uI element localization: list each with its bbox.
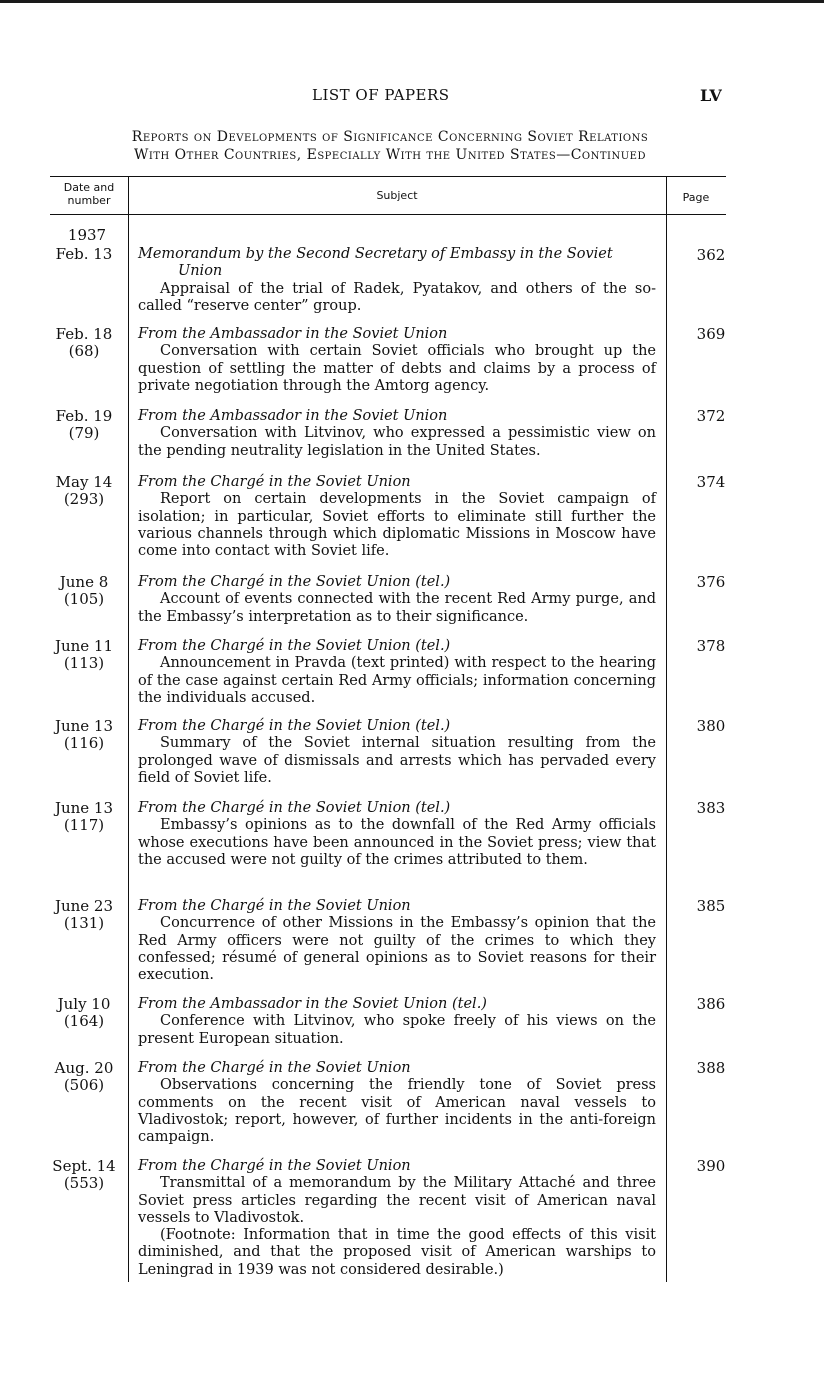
year-label: 1937: [67, 226, 107, 244]
entry-date-text: Aug. 20: [54, 1059, 114, 1077]
entry-subject: [138, 1158, 656, 1279]
entry-from: [138, 474, 656, 491]
entry-page: 372: [696, 407, 726, 425]
section-title-line-1: Reports on Developments of Significance Concerning Soviet Relations: [131, 129, 649, 145]
entry-from: [138, 408, 656, 425]
entry-subject: [138, 474, 656, 560]
entry-from: [138, 898, 656, 915]
entry-date-text: June 8: [59, 573, 109, 591]
entry-subject: [138, 246, 656, 315]
entry-date: [46, 474, 122, 508]
entry-subject: [138, 898, 656, 984]
entry-description: Conversation with certain Soviet officials who brought up the question of settling the matter of debts and claims by a process of private negotiation through the Amtorg agency.: [138, 343, 656, 394]
entry-subject: [138, 408, 656, 460]
entry-date: [46, 898, 122, 932]
entry-number: (113): [63, 654, 105, 672]
entry-description: Conversation with Litvinov, who expressed a pessimistic view on the pending neutrality legislation in the United States.: [138, 425, 656, 459]
running-title: LIST OF PAPERS: [312, 86, 450, 104]
entry-page: 362: [696, 246, 726, 264]
entry-page: 383: [696, 799, 726, 817]
entry-from-text: From the Chargé in the Soviet Union: [138, 474, 411, 490]
entry-date-text: June 13: [54, 717, 114, 735]
entry-number: (164): [63, 1012, 105, 1030]
entry-date: [46, 246, 122, 263]
entry-description: Summary of the Soviet internal situation resulting from the prolonged wave of dismissals and arrests which has pervaded every field of Soviet life.: [138, 735, 656, 786]
entry-number: (79): [68, 424, 100, 442]
entry-date: [46, 1158, 122, 1192]
entry-page: 390: [696, 1157, 726, 1175]
col-head-page: Page: [682, 191, 710, 204]
entry-description: Conference with Litvinov, who spoke freely of his views on the present European situation.: [138, 1013, 656, 1047]
entry-description: Account of events connected with the recent Red Army purge, and the Embassy’s interpretation as to their significance.: [138, 591, 656, 625]
entry-number: (131): [63, 914, 105, 932]
col-head-date-line-2: number: [67, 194, 111, 207]
entry-from: [138, 1158, 656, 1175]
entry-description: Observations concerning the friendly tone of Soviet press comments on the recent visit of American naval vessels to Vladivostok; report, however, of further incidents in the anti-foreign campaign.: [138, 1077, 656, 1146]
entry-number: (116): [63, 734, 105, 752]
entry-page: 376: [696, 573, 726, 591]
entry-date: [46, 1060, 122, 1094]
entry-from-text: From the Chargé in the Soviet Union (tel.): [138, 638, 451, 654]
entry-from-text: From the Chargé in the Soviet Union (tel.): [138, 574, 451, 590]
entry-number: (117): [63, 816, 105, 834]
col-head-subject: Subject: [376, 189, 418, 202]
entry-from: [138, 1060, 656, 1077]
entry-from-text: From the Chargé in the Soviet Union (tel.): [138, 718, 451, 734]
entry-page: 369: [696, 325, 726, 343]
entry-description: Announcement in Pravda (text printed) with respect to the hearing of the case against certain Red Army officials; information concerning the individuals accused.: [138, 655, 656, 706]
col-head-date-line-1: Date and: [63, 181, 115, 194]
entry-date-text: June 13: [54, 799, 114, 817]
entry-description: Concurrence of other Missions in the Embassy’s opinion that the Red Army officers were not guilty of the crimes to which they confessed; résumé of general opinions as to Soviet reasons for their execution.: [138, 915, 656, 984]
entry-date: [46, 326, 122, 360]
entry-page: 374: [696, 473, 726, 491]
page-folio: LV: [700, 86, 722, 105]
entry-subject: [138, 800, 656, 869]
entry-from: [138, 574, 656, 591]
entry-from-text: From the Chargé in the Soviet Union: [138, 898, 411, 914]
entry-from-text: From the Chargé in the Soviet Union: [138, 1060, 411, 1076]
entry-date-text: June 23: [54, 897, 114, 915]
entry-date-text: Feb. 18: [55, 325, 113, 343]
entry-page: 380: [696, 717, 726, 735]
entry-from: [138, 996, 656, 1013]
entry-date: [46, 574, 122, 608]
entry-number: (553): [63, 1174, 105, 1192]
entry-subject: [138, 718, 656, 787]
entry-page: 385: [696, 897, 726, 915]
entry-page: 386: [696, 995, 726, 1013]
entry-description: Appraisal of the trial of Radek, Pyatakov, and others of the so-called “reserve center” group.: [138, 280, 656, 314]
entry-subject: [138, 996, 656, 1048]
entry-from: [138, 246, 656, 281]
entry-from-text: From the Ambassador in the Soviet Union: [138, 326, 448, 342]
entry-date-text: Feb. 19: [55, 407, 113, 425]
entry-number: (506): [63, 1076, 105, 1094]
entry-from-text: From the Ambassador in the Soviet Union (tel.): [138, 996, 487, 1012]
entry-number: (105): [63, 590, 105, 608]
entry-subject: [138, 1060, 656, 1146]
entry-from: [138, 718, 656, 735]
entry-date-text: Sept. 14: [52, 1157, 116, 1175]
entry-number: (68): [68, 342, 100, 360]
entry-date-text: July 10: [57, 995, 111, 1013]
entry-date: [46, 996, 122, 1030]
entry-date: [46, 718, 122, 752]
entry-from-text: From the Chargé in the Soviet Union: [138, 1158, 411, 1174]
entry-description: Embassy’s opinions as to the downfall of the Red Army officials whose executions have been announced in the Soviet press; view that the accused were not guilty of the crimes attributed to them.: [138, 817, 656, 868]
entry-from: [138, 326, 656, 343]
entry-date-text: Feb. 13: [55, 245, 113, 263]
entry-date: [46, 638, 122, 672]
entry-date-text: May 14: [55, 473, 113, 491]
entry-from-text: From the Chargé in the Soviet Union (tel.): [138, 800, 451, 816]
entry-from: [138, 800, 656, 817]
section-title-line-2: With Other Countries, Especially With the United States—Continued: [134, 147, 646, 163]
entry-page: 378: [696, 637, 726, 655]
entry-footnote: (Footnote: Information that in time the good effects of this visit diminished, and that the proposed visit of American warships to Leningrad in 1939 was not considered desirable.): [138, 1227, 656, 1278]
entry-subject: [138, 574, 656, 626]
entry-subject: [138, 326, 656, 395]
entry-date: [46, 800, 122, 834]
entry-from-text: From the Ambassador in the Soviet Union: [138, 408, 448, 424]
entry-description: Report on certain developments in the Soviet campaign of isolation; in particular, Soviet efforts to eliminate still further the various channels through which diplomatic Missions in Moscow have come into contact with Soviet life.: [138, 491, 656, 560]
entry-page: 388: [696, 1059, 726, 1077]
entry-from-continued: Union: [178, 263, 223, 280]
entry-subject: [138, 638, 656, 707]
entry-number: (293): [63, 490, 105, 508]
entry-from-text: Memorandum by the Second Secretary of Embassy in the Soviet: [138, 246, 613, 262]
entry-date-text: June 11: [54, 637, 114, 655]
entry-description: Transmittal of a memorandum by the Military Attaché and three Soviet press articles regarding the recent visit of American naval vessels to Vladivostok.: [138, 1175, 656, 1226]
entry-date: [46, 408, 122, 442]
entry-from: [138, 638, 656, 655]
